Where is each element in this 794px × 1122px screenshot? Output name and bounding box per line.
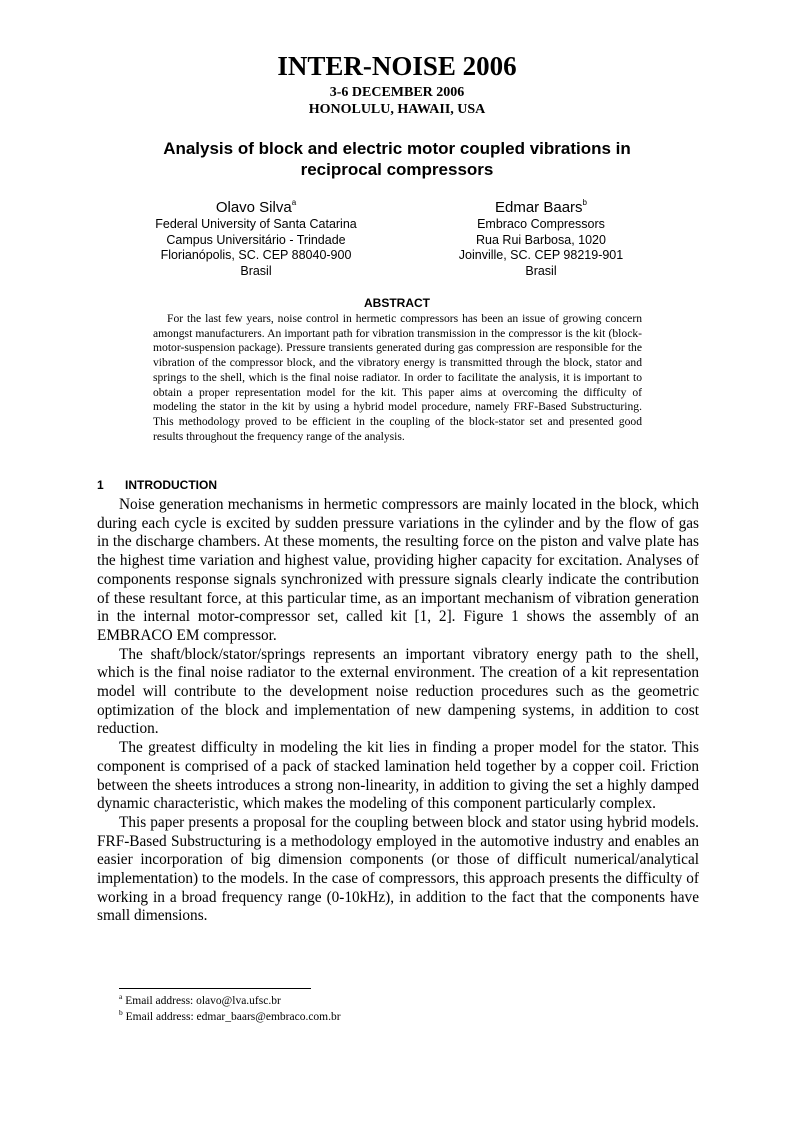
body-paragraph: Noise generation mechanisms in hermetic compressors are mainly located in the block, which during each cycle is excited by sudden pressure variations in the cylinder and by the flow of gas in the discharge chambers. At these moments, the resulting force on the piston and valve plate has the highest time variation and highest value, providing higher capacity for excitation. Analyses of components response signals synchronized with pressure signals clearly indicate the contribution of these resultant force, at this particular time, as an important mechanism of vibration generation in the internal motor-compressor set, called kit [1, 2]. Figure 1 shows the assembly of an EMBRACO EM compressor.: [97, 496, 699, 644]
author-address1-2: Rua Rui Barbosa, 1020: [476, 232, 606, 247]
author-block-2: [430, 198, 652, 279]
author-address1-1: Campus Universitário - Trindade: [166, 232, 346, 247]
author-country-2: Brasil: [525, 263, 557, 278]
author-country-1: Brasil: [240, 263, 272, 278]
abstract-text: For the last few years, noise control in hermetic compressors has been an issue of growing concern amongst manufacturers. An important path for vibration transmission in the compressor is the kit (block-motor-suspension package). Pressure transients generated during gas compression are responsible for the vibration of the compressor block, and the vibratory energy is transmitted through the block, stator and springs to the shell, which is the final noise radiator. In order to facilitate the analysis, it is important to obtain a proper representation model for the kit. This paper aims at overcoming the difficulty of modeling the stator in the kit by using a hybrid model procedure, namely FRF-Based Substructuring. This methodology proved to be efficient in the coupling of the block-stator set and presented good results throughout the frequency range of the analysis.: [153, 312, 642, 443]
author-affiliation-2: Embraco Compressors: [477, 217, 605, 231]
section-title: INTRODUCTION: [125, 478, 217, 492]
footnotes: [119, 994, 341, 1025]
paper-title-line-1: Analysis of block and electric motor coupled vibrations in: [163, 139, 631, 158]
author-address2-1: Florianópolis, SC. CEP 88040-900: [160, 248, 352, 262]
author-mark-1: a: [291, 198, 297, 207]
conference-title: INTER-NOISE 2006: [277, 51, 517, 81]
introduction-body: [97, 496, 699, 926]
conference-date: 3-6 DECEMBER 2006: [329, 85, 465, 100]
footnote-b: $^b$ Email address: edmar_baars@embraco.com.br: [119, 1007, 341, 1023]
author-name-2: Edmar Baars$^b$: [495, 198, 587, 216]
body-paragraph: The shaft/block/stator/springs represents an important vibratory energy path to the shell, which is the final noise radiator to the external environment. The creation of a kit representation model will contribute to the development noise reduction procedures such as the geometric optimization of the block and implementation of new dampening systems, in addition to cost reduction.: [97, 645, 699, 738]
author-block-1: [140, 198, 372, 279]
footnote-a: $^a$ Email address: olavo@lva.ufsc.br: [119, 992, 281, 1007]
abstract-heading: ABSTRACT: [364, 296, 430, 310]
author-name-1: Olavo Silva$^a$: [215, 198, 297, 216]
author-mark-2: b: [582, 198, 587, 207]
footnote-rule: [119, 988, 311, 989]
paper-title-line-2: reciprocal compressors: [300, 160, 494, 179]
author-address2-2: Joinville, SC. CEP 98219-901: [458, 248, 624, 262]
paper-title: [120, 138, 674, 180]
conference-place: HONOLULU, HAWAII, USA: [308, 102, 486, 117]
section-heading-introduction: [97, 478, 217, 493]
body-paragraph: This paper presents a proposal for the coupling between block and stator using hybrid models. FRF-Based Substructuring is a methodology employed in the automotive industry and enables an easier incorporation of big dimension components (or those of difficult numerical/analytical implementation) to the models. In the case of compressors, this approach presents the difficulty of working in a broad frequency range (0-10kHz), in addition to the fact that the components have small dimensions.: [97, 813, 699, 925]
section-number: 1: [97, 478, 104, 492]
body-paragraph: The greatest difficulty in modeling the kit lies in finding a proper model for the stator. This component is comprised of a pack of stacked lamination held together by a copper coil. Friction between the sheets introduces a strong non-linearity, in addition to giving the set a highly damped dynamic characteristic, which makes the modeling of this component particularly complex.: [97, 739, 699, 813]
author-affiliation-1: Federal University of Santa Catarina: [155, 217, 357, 231]
